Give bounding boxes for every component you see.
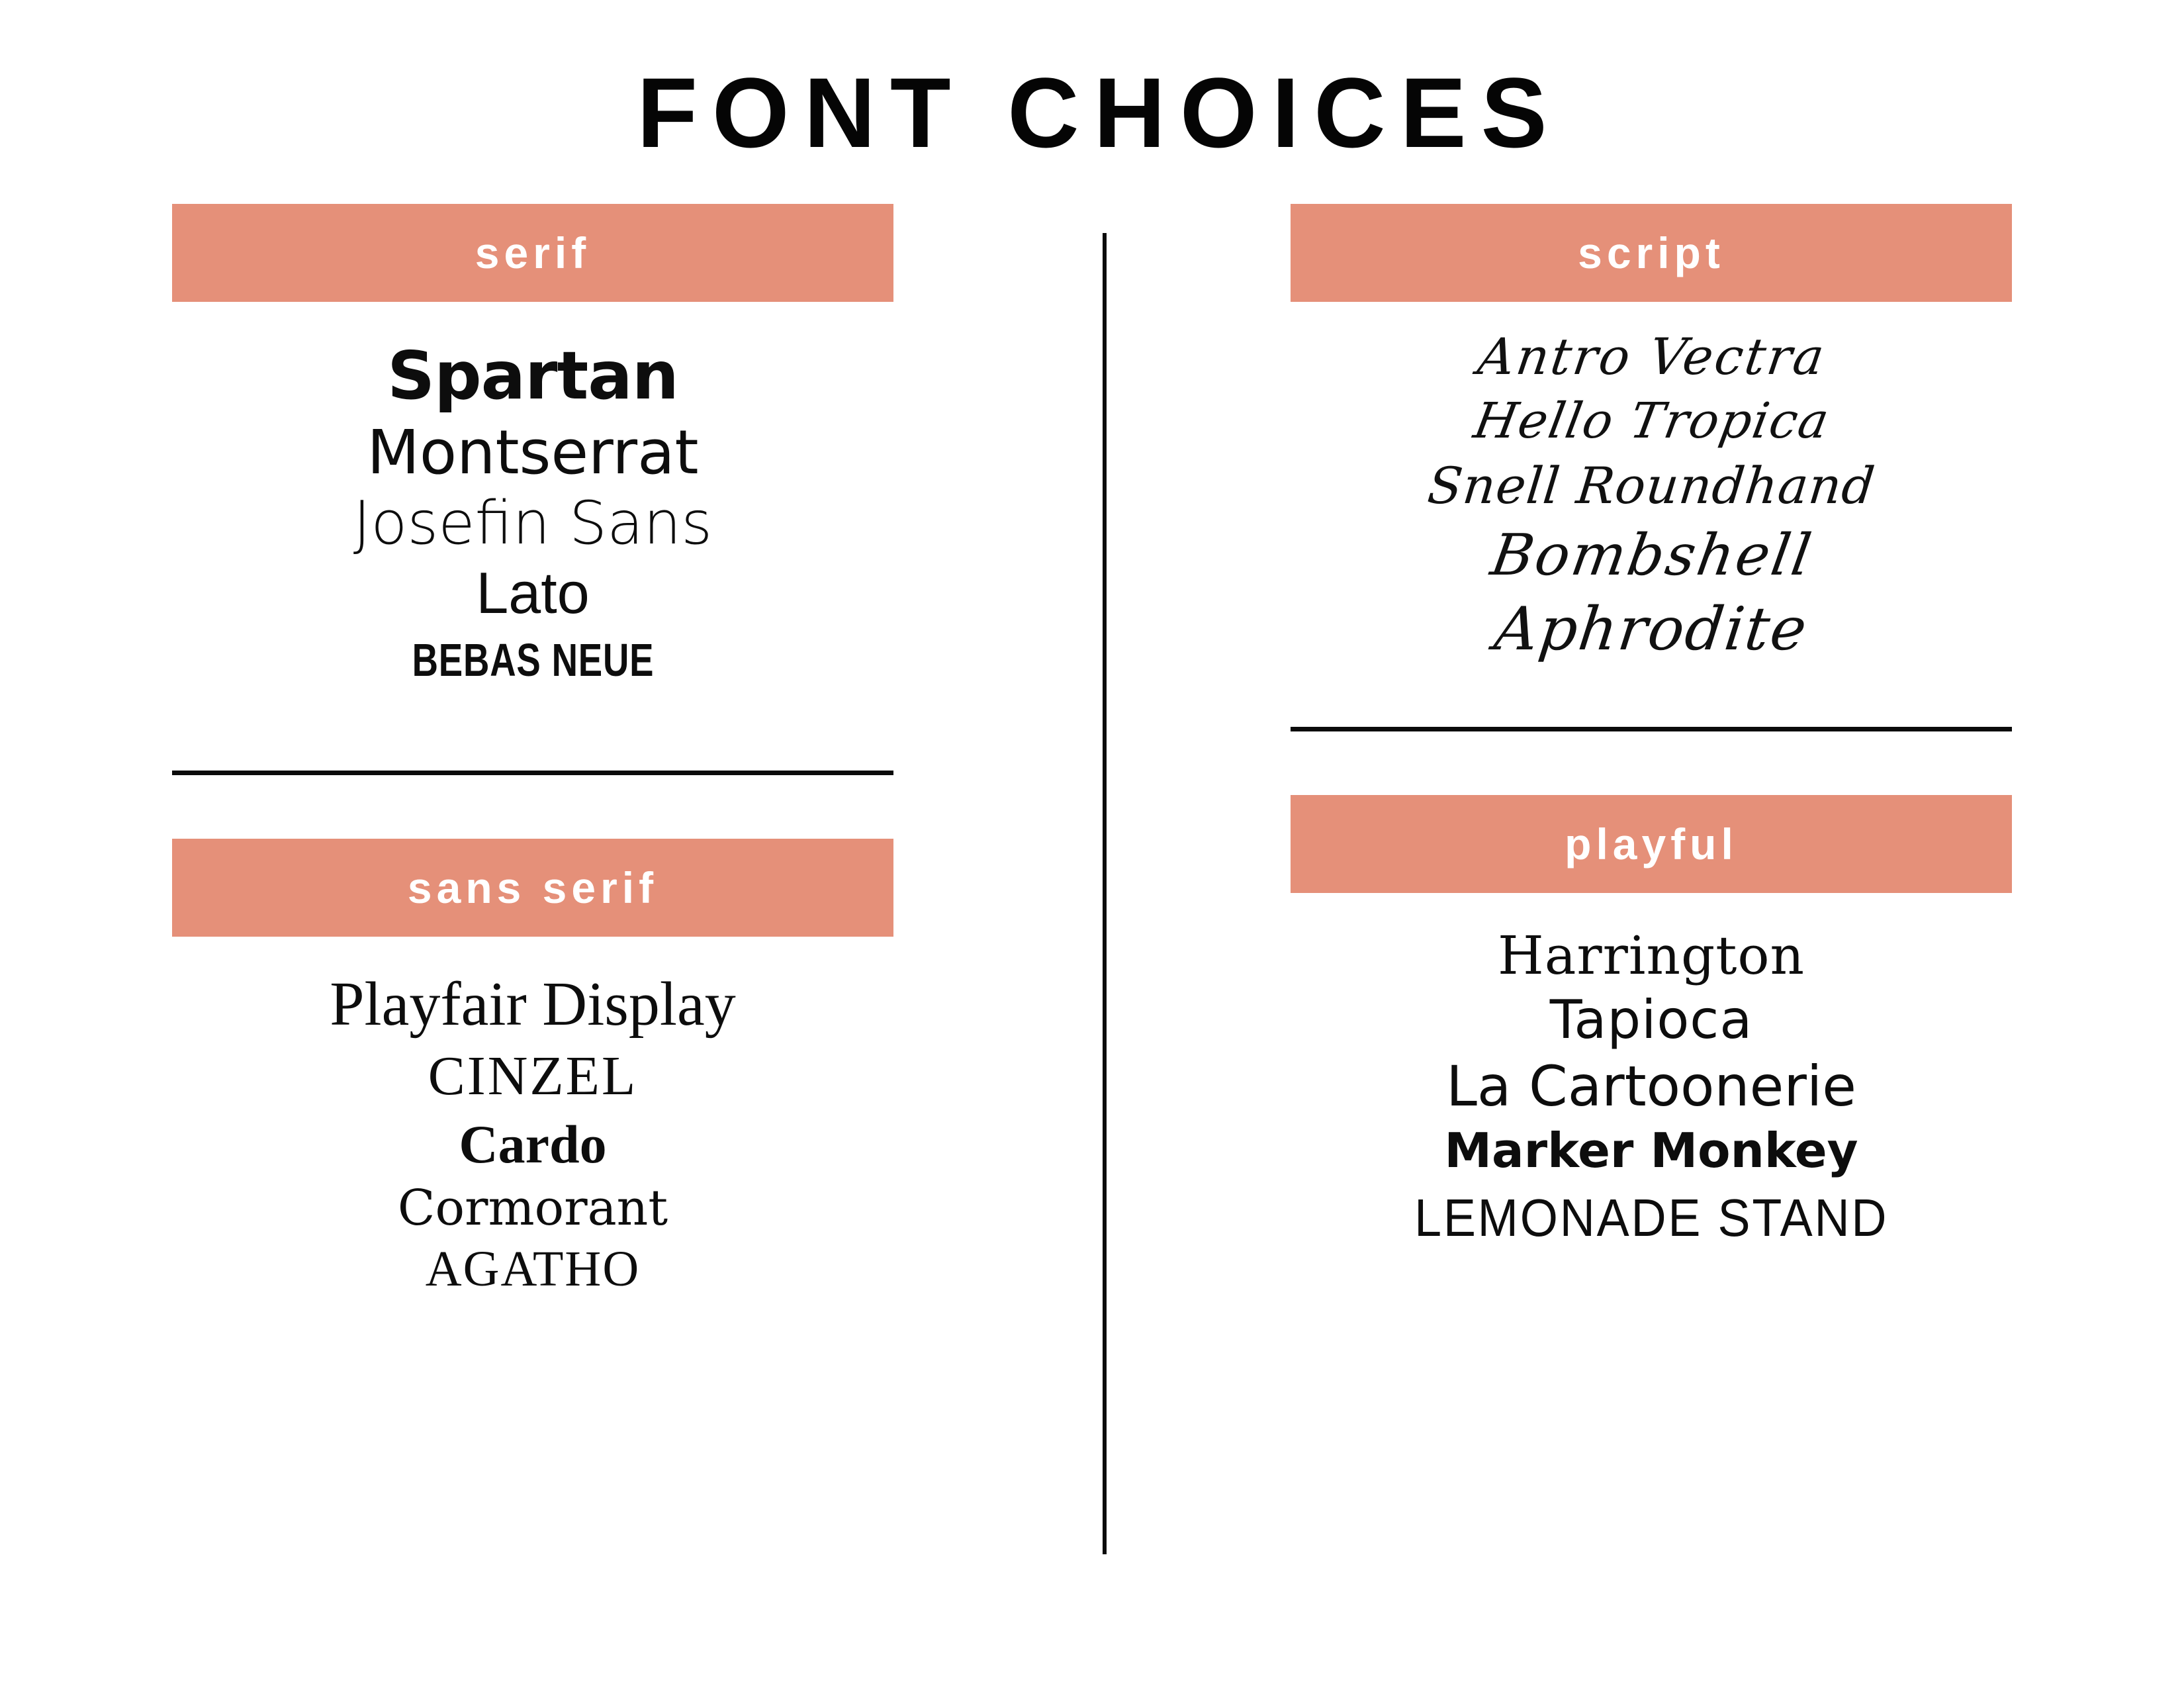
font-item: Josefin Sans bbox=[353, 488, 713, 558]
font-item: Spartan bbox=[387, 336, 678, 414]
section-header-script bbox=[1291, 204, 2012, 302]
font-item: Harrington bbox=[1497, 924, 1805, 986]
font-item: Snell Roundhand bbox=[1425, 456, 1878, 516]
section-playful bbox=[1291, 795, 2012, 1247]
font-item-wrapper bbox=[1291, 457, 2012, 523]
section-sans-serif bbox=[172, 839, 893, 1297]
left-column bbox=[0, 204, 1092, 1298]
right-column bbox=[1092, 204, 2184, 1298]
section-script bbox=[1291, 204, 2012, 663]
section-serif bbox=[172, 204, 893, 686]
font-item: Tapioca bbox=[1549, 989, 1753, 1051]
section-header-label-sans-serif: sans serif bbox=[407, 863, 659, 913]
left-rule-wrap bbox=[172, 686, 893, 775]
font-item: La Cartoonerie bbox=[1446, 1053, 1856, 1119]
font-item: BEBAS NEUE bbox=[412, 633, 654, 686]
font-item: Cardo bbox=[459, 1113, 607, 1174]
page-title: FONT CHOICES bbox=[637, 57, 1562, 168]
font-list-script bbox=[1291, 302, 2012, 663]
font-item-wrapper bbox=[1291, 596, 2012, 663]
font-item: Antro Vectra bbox=[1474, 326, 1830, 386]
font-list-serif bbox=[172, 302, 893, 686]
font-item: Bombshell bbox=[1486, 522, 1818, 588]
font-item-wrapper bbox=[1291, 328, 2012, 394]
font-item: Cormorant bbox=[397, 1180, 668, 1237]
font-item: Lato bbox=[476, 560, 590, 626]
section-header-label-script: script bbox=[1578, 228, 1725, 277]
section-divider-right bbox=[1291, 727, 2012, 731]
section-header-serif bbox=[172, 204, 893, 302]
section-header-label-serif: serif bbox=[475, 228, 591, 277]
font-item: Playfair Display bbox=[330, 970, 736, 1039]
right-rule-wrap bbox=[1291, 663, 2012, 731]
section-header-sans-serif bbox=[172, 839, 893, 937]
font-item: AGATHO bbox=[425, 1241, 641, 1297]
font-item: Hello Tropica bbox=[1469, 392, 1835, 449]
font-list-sans-serif bbox=[172, 937, 893, 1297]
font-list-playful bbox=[1291, 893, 2012, 1247]
section-header-label-playful: playful bbox=[1565, 819, 1738, 868]
columns-container bbox=[0, 204, 2184, 1298]
section-header-playful bbox=[1291, 795, 2012, 893]
spacer-left bbox=[172, 775, 893, 839]
section-divider-left bbox=[172, 771, 893, 775]
font-item-wrapper bbox=[1291, 1188, 2012, 1248]
font-item: LEMONADE STAND bbox=[1414, 1188, 1889, 1247]
spacer-right bbox=[1291, 731, 2012, 795]
font-item-wrapper bbox=[1291, 394, 2012, 458]
font-item-wrapper bbox=[172, 634, 893, 686]
font-item: Aphrodite bbox=[1490, 594, 1812, 664]
font-item: Marker Monkey bbox=[1444, 1122, 1858, 1178]
font-item: Montserrat bbox=[367, 416, 699, 488]
font-item-wrapper bbox=[1291, 524, 2012, 596]
font-item: CINZEL bbox=[428, 1045, 638, 1107]
